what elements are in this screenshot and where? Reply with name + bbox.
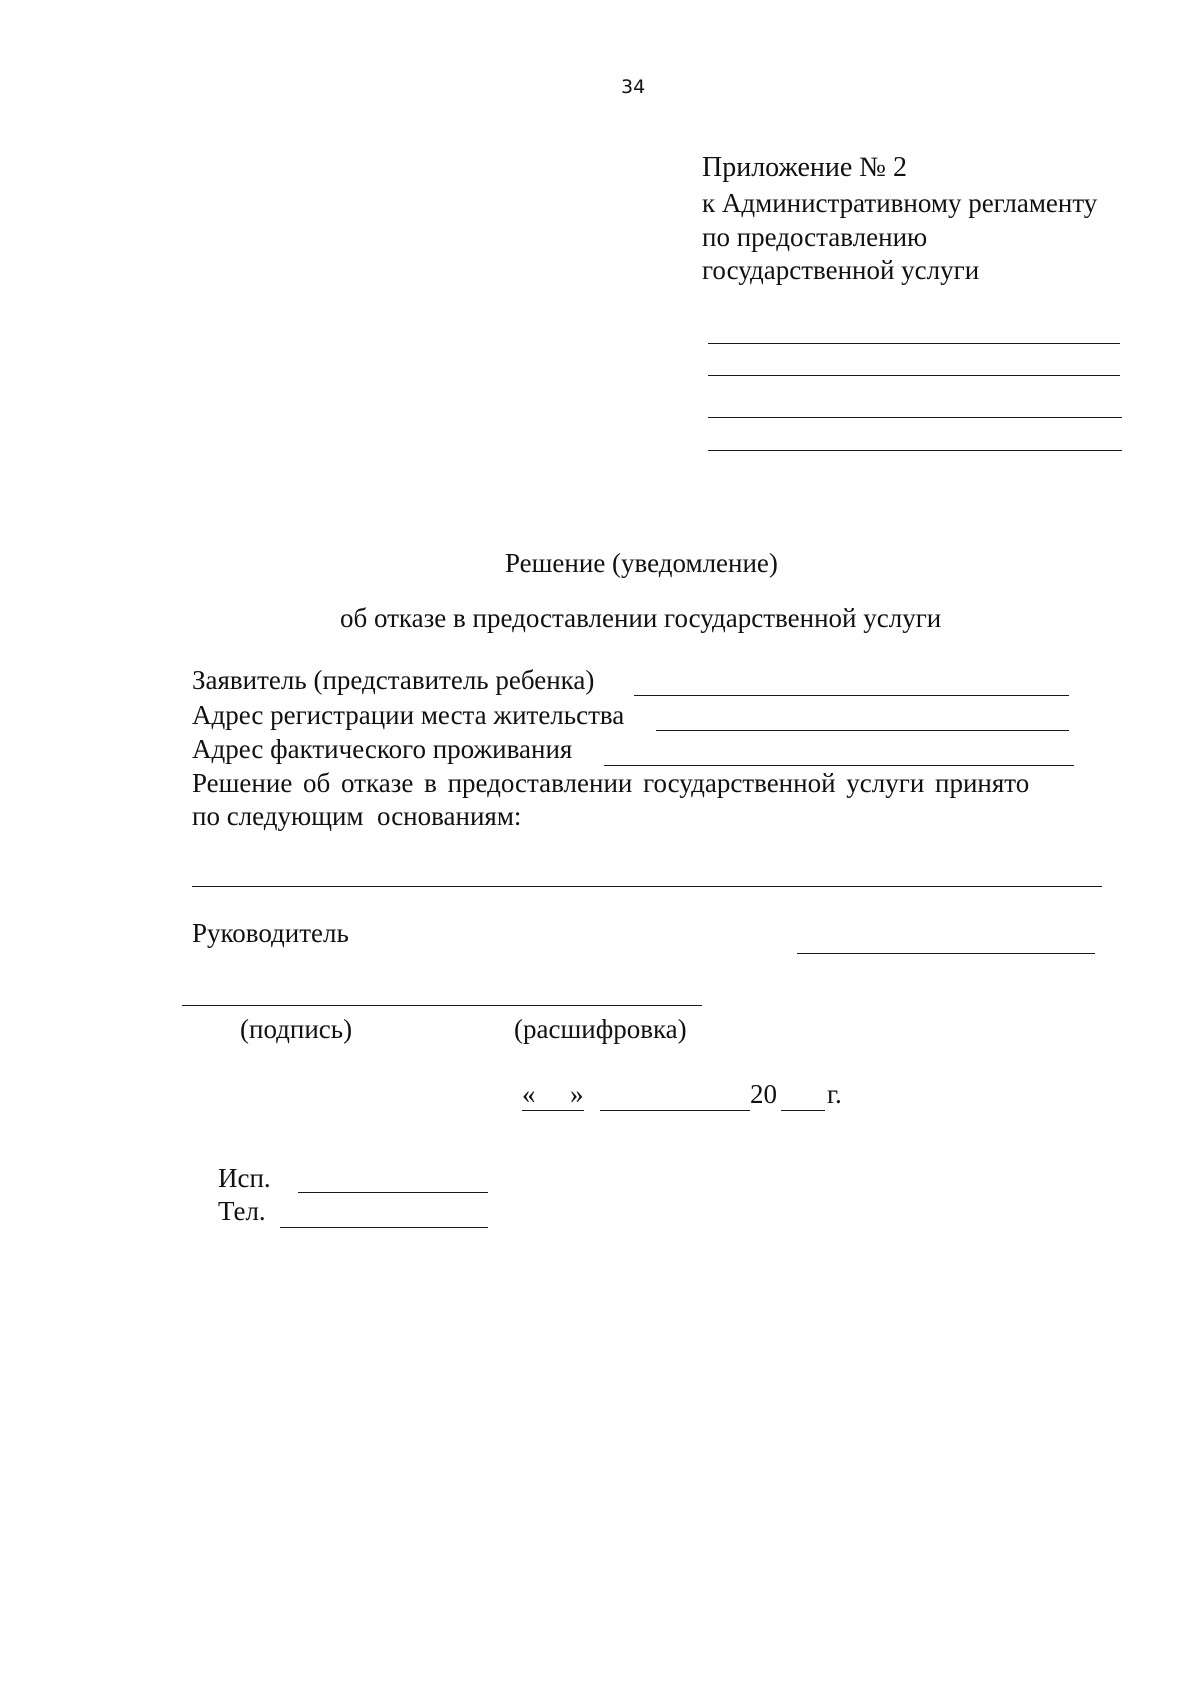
appendix-blank-line-2[interactable] [708,375,1120,376]
appendix-title: Приложение № 2 [702,152,907,183]
applicant-label: Заявитель (представитель ребенка) [192,665,595,695]
phone-field[interactable] [280,1227,488,1228]
date-year-field[interactable] [781,1110,825,1111]
head-signature-field[interactable] [797,953,1095,954]
appendix-blank-line-1[interactable] [708,343,1120,344]
decode-caption: (расшифровка) [514,1014,687,1044]
applicant-field[interactable] [634,695,1069,696]
appendix-line-service: государственной услуги [702,255,980,285]
head-label: Руководитель [192,918,349,948]
actual-address-field[interactable] [604,765,1074,766]
phone-label: Тел. [218,1196,266,1226]
date-year-prefix: 20 [750,1079,777,1109]
signature-caption: (подпись) [240,1014,353,1044]
page-number: 34 [621,76,646,98]
appendix-line-regulation: к Административному регламенту [702,188,1098,218]
appendix-blank-line-4[interactable] [708,450,1122,451]
document-subtitle: об отказе в предоставлении государственной услуги [340,603,942,633]
appendix-blank-line-3[interactable] [708,417,1122,418]
decision-text-line-1: Решение об отказе в предоставлении государственной услуги принято [192,768,1030,798]
signature-decode-field[interactable] [182,1005,702,1006]
decision-text-line-2: по следующим основаниям: [192,801,522,831]
executor-label: Исп. [218,1163,271,1193]
actual-address-label: Адрес фактического проживания [192,734,573,764]
executor-field[interactable] [298,1192,488,1193]
registration-address-label: Адрес регистрации места жительства [192,700,625,730]
document-title: Решение (уведомление) [505,548,778,578]
date-day-field[interactable] [522,1110,584,1111]
appendix-line-provision: по предоставлению [702,222,928,252]
grounds-field[interactable] [192,886,1102,887]
date-close-quote: » [570,1079,584,1109]
date-open-quote: « [522,1079,536,1109]
date-year-suffix: г. [827,1079,842,1109]
date-month-field[interactable] [600,1110,750,1111]
registration-address-field[interactable] [656,730,1069,731]
